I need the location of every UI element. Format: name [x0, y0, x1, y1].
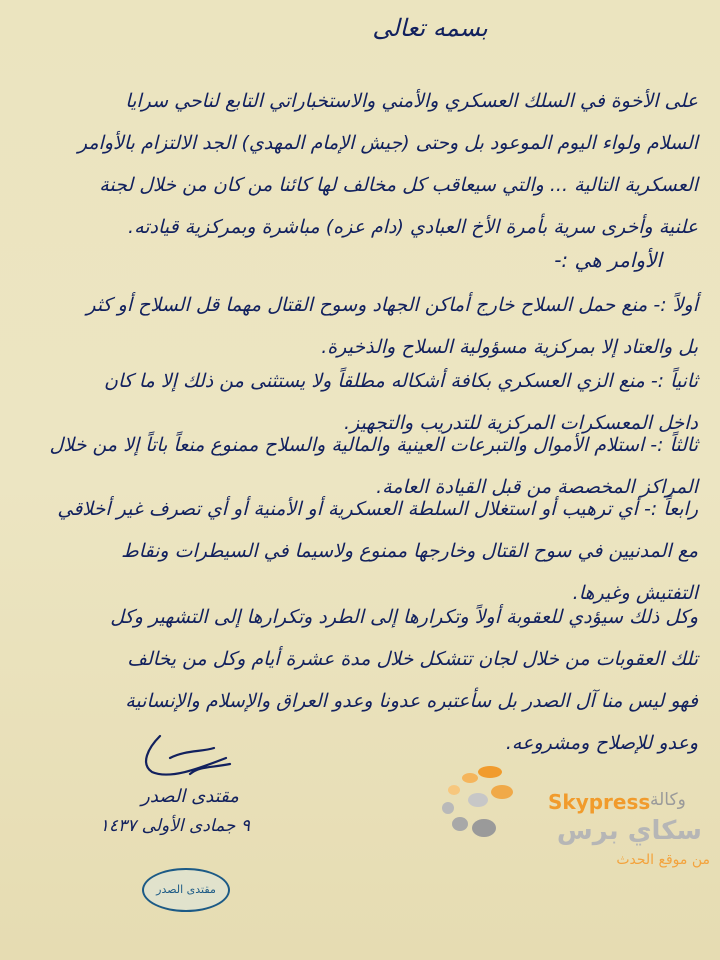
closing-line: وكل ذلك سيؤدي للعقوبة أولاً وتكرارها إلى الطرد وتكرارها إلى التشهير وكل [110, 606, 698, 628]
brand-tagline: من موقع الحدث [616, 852, 710, 868]
order-item-1 [28, 284, 698, 368]
signature-name: مقتدى الصدر [141, 786, 239, 807]
order-line: التفتيش وغيرها. [572, 582, 698, 604]
brand-name-latin: Skypress [548, 790, 651, 814]
closing-line: وعدو للإصلاح ومشروعه. [505, 732, 698, 754]
order-line: بل والعتاد إلا بمركزية مسؤولية السلاح والذخيرة. [321, 336, 698, 358]
order-line: المراكز المخصصة من قبل القيادة العامة. [376, 476, 698, 498]
closing-line: فهو ليس منا آل الصدر بل سأعتبره عدونا وعدو العراق والإسلام والإنسانية [125, 690, 698, 712]
orders-heading: الأوامر هي :- [554, 248, 662, 272]
order-line: أولاً :- منع حمل السلاح خارج أماكن الجهاد وسوح القتال مهما قل السلاح أو كثر [86, 294, 698, 316]
intro-line: علنية وأخرى سرية بأمرة الأخ العبادي (دام عزه) مباشرة وبمركزية قيادته. [128, 216, 698, 238]
order-line: ثانياً :- منع الزي العسكري بكافة أشكاله مطلقاً ولا يستثنى من ذلك إلا ما كان [104, 370, 698, 392]
brand-name-arabic: سكاي برس [556, 816, 702, 846]
intro-line: على الأخوة في السلك العسكري والأمني والاستخباراتي التابع لناحي سرايا [125, 90, 698, 112]
skypress-logo-icon [440, 756, 530, 846]
intro-paragraph [18, 80, 698, 248]
closing-line: تلك العقوبات من خلال لجان تتشكل خلال مدة عشرة أيام وكل من يخالف [127, 648, 698, 670]
closing-paragraph [28, 596, 698, 764]
intro-line: العسكرية التالية ... والتي سيعاقب كل مخالف لها كائنا من كان من خلال لجنة [99, 174, 698, 196]
order-line: ثالثاً :- استلام الأموال والتبرعات العينية والمالية والسلاح ممنوع منعاً باتاً إلا من خلال [49, 434, 698, 456]
skypress-watermark [440, 756, 710, 876]
order-line: داخل المعسكرات المركزية للتدريب والتجهيز. [343, 412, 698, 434]
order-line: مع المدنيين في سوح القتال وخارجها ممنوع ولاسيما في السيطرات ونقاط [121, 540, 698, 562]
order-line: رابعاً :- أي ترهيب أو استغلال السلطة العسكرية أو الأمنية أو أي تصرف غير أخلاقي [57, 498, 698, 520]
page-title: بسمه تعالى [372, 14, 488, 42]
official-seal: مقتدى الصدر [142, 868, 230, 912]
signature-scribble [130, 728, 240, 788]
agency-label: وكالة [650, 790, 686, 810]
signature-date: ٩ جمادى الأولى ١٤٣٧ [99, 816, 250, 836]
intro-line: السلام ولواء اليوم الموعود بل وحتى (جيش الإمام المهدي) الجد الالتزام بالأوامر [77, 132, 698, 154]
